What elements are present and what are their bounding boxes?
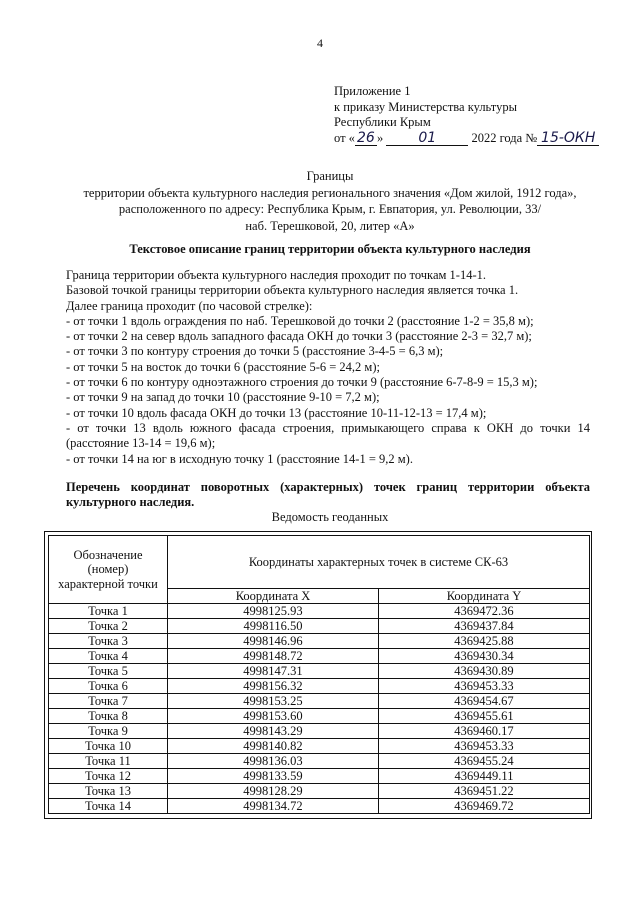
table-row bbox=[49, 649, 590, 664]
point-cell: Точка 11 bbox=[49, 754, 168, 769]
y-coordinate-cell: 4369460.17 bbox=[378, 724, 589, 739]
table-row bbox=[49, 739, 590, 754]
point-cell: Точка 12 bbox=[49, 769, 168, 784]
y-coordinate-cell: 4369449.11 bbox=[378, 769, 589, 784]
appendix-ministry-line: Республики Крым bbox=[334, 115, 431, 129]
point-cell: Точка 1 bbox=[49, 604, 168, 619]
table-caption: Ведомость геоданных bbox=[271, 510, 389, 524]
y-coordinate-cell: 4369425.88 bbox=[378, 634, 589, 649]
x-coordinate-cell: 4998153.25 bbox=[168, 694, 379, 709]
date-year: 2022 года № bbox=[471, 130, 538, 145]
description-line: - от точки 13 вдоль южного фасада строения, примыкающего справа к ОКН до точки 14 (расстояние 13-14 = 19,6 м); bbox=[66, 420, 590, 451]
title-line-2: территории объекта культурного наследия регионального значения «Дом жилой, 1912 года», bbox=[83, 185, 577, 200]
table-row bbox=[49, 724, 590, 739]
appendix-date-line bbox=[334, 131, 624, 147]
point-cell: Точка 7 bbox=[49, 694, 168, 709]
x-coordinate-cell: 4998146.96 bbox=[168, 634, 379, 649]
x-coordinate-cell: 4998148.72 bbox=[168, 649, 379, 664]
y-coordinate-cell: 4369455.61 bbox=[378, 709, 589, 724]
table-row bbox=[49, 679, 590, 694]
coordinates-group-header: Координаты характерных точек в системе СК-63 bbox=[168, 536, 590, 589]
x-coordinate-cell: 4998133.59 bbox=[168, 769, 379, 784]
x-coordinate-cell: 4998147.31 bbox=[168, 664, 379, 679]
y-coordinate-cell: 4369453.33 bbox=[378, 739, 589, 754]
description-line: - от точки 1 вдоль ограждения по наб. Терешковой до точки 2 (расстояние 1-2 = 35,8 м); bbox=[66, 313, 534, 328]
x-coordinate-cell: 4998136.03 bbox=[168, 754, 379, 769]
table-row bbox=[49, 709, 590, 724]
point-cell: Точка 13 bbox=[49, 784, 168, 799]
y-coordinate-cell: 4369472.36 bbox=[378, 604, 589, 619]
description-line: - от точки 3 по контуру строения до точки 5 (расстояние 3-4-5 = 6,3 м); bbox=[66, 344, 444, 359]
appendix-title: Приложение 1 bbox=[334, 84, 411, 98]
y-coordinate-cell: 4369455.24 bbox=[378, 754, 589, 769]
x-column-header: Координата X bbox=[168, 589, 379, 604]
y-coordinate-cell: 4369469.72 bbox=[378, 799, 589, 814]
title-line-3: расположенного по адресу: Республика Крым, г. Евпатория, ул. Революции, 33/ bbox=[118, 202, 542, 216]
y-column-header: Координата Y bbox=[378, 589, 589, 604]
point-header-line: характерной точки bbox=[58, 576, 158, 591]
x-coordinate-cell: 4998128.29 bbox=[168, 784, 379, 799]
point-cell: Точка 8 bbox=[49, 709, 168, 724]
x-coordinate-cell: 4998140.82 bbox=[168, 739, 379, 754]
date-prefix: от « bbox=[334, 130, 355, 145]
point-cell: Точка 3 bbox=[49, 634, 168, 649]
point-header-line: Обозначение bbox=[73, 547, 143, 562]
handwritten-day: 26 bbox=[355, 131, 377, 146]
appendix-block bbox=[334, 84, 624, 146]
geodata-table bbox=[48, 535, 590, 814]
point-cell: Точка 10 bbox=[49, 739, 168, 754]
y-coordinate-cell: 4369453.33 bbox=[378, 679, 589, 694]
table-row bbox=[49, 694, 590, 709]
x-coordinate-cell: 4998134.72 bbox=[168, 799, 379, 814]
y-coordinate-cell: 4369430.89 bbox=[378, 664, 589, 679]
description-line: - от точки 2 на север вдоль западного фасада ОКН до точки 3 (расстояние 2-3 = 32,7 м); bbox=[66, 329, 532, 344]
handwritten-month: 01 bbox=[386, 131, 468, 146]
description-line: - от точки 5 на восток до точки 6 (расстояние 5-6 = 24,2 м); bbox=[66, 359, 380, 374]
point-cell: Точка 9 bbox=[49, 724, 168, 739]
x-coordinate-cell: 4998156.32 bbox=[168, 679, 379, 694]
description-line: - от точки 9 на запад до точки 10 (расстояние 9-10 = 7,2 м); bbox=[66, 390, 380, 405]
y-coordinate-cell: 4369437.84 bbox=[378, 619, 589, 634]
page-number: 4 bbox=[317, 36, 323, 50]
description-line: Базовой точкой границы территории объекта культурного наследия является точка 1. bbox=[66, 283, 519, 298]
appendix-order-line: к приказу Министерства культуры bbox=[334, 99, 517, 114]
point-cell: Точка 2 bbox=[49, 619, 168, 634]
title-line-4: наб. Терешковой, 20, литер «А» bbox=[245, 218, 415, 233]
y-coordinate-cell: 4369454.67 bbox=[378, 694, 589, 709]
table-row bbox=[49, 664, 590, 679]
document-title bbox=[40, 168, 620, 234]
table-row bbox=[49, 634, 590, 649]
table-row bbox=[49, 754, 590, 769]
handwritten-order-number: 15-ОКН bbox=[537, 131, 599, 146]
date-mid: » bbox=[376, 130, 384, 145]
table-row bbox=[49, 769, 590, 784]
point-cell: Точка 14 bbox=[49, 799, 168, 814]
table-row bbox=[49, 799, 590, 814]
coordinates-list-heading: Перечень координат поворотных (характерных) точек границ территории объекта культурного наследия. bbox=[66, 480, 590, 509]
description-line: Граница территории объекта культурного наследия проходит по точкам 1-14-1. bbox=[66, 268, 486, 282]
title-line-1: Границы bbox=[306, 169, 354, 183]
point-cell: Точка 6 bbox=[49, 679, 168, 694]
point-cell: Точка 4 bbox=[49, 649, 168, 664]
geodata-table-body bbox=[49, 604, 590, 814]
x-coordinate-cell: 4998116.50 bbox=[168, 619, 379, 634]
point-column-header bbox=[49, 536, 168, 604]
point-cell: Точка 5 bbox=[49, 664, 168, 679]
x-coordinate-cell: 4998143.29 bbox=[168, 724, 379, 739]
point-header-line: (номер) bbox=[87, 562, 129, 577]
description-line: - от точки 6 по контуру одноэтажного строения до точки 9 (расстояние 6-7-8-9 = 15,3 м); bbox=[66, 375, 538, 390]
table-row bbox=[49, 604, 590, 619]
description-line: - от точки 14 на юг в исходную точку 1 (расстояние 14-1 = 9,2 м). bbox=[66, 451, 413, 466]
table-row bbox=[49, 784, 590, 799]
y-coordinate-cell: 4369451.22 bbox=[378, 784, 589, 799]
description-line: - от точки 10 вдоль фасада ОКН до точки 13 (расстояние 10-11-12-13 = 17,4 м); bbox=[66, 405, 487, 420]
y-coordinate-cell: 4369430.34 bbox=[378, 649, 589, 664]
section-heading: Текстовое описание границ территории объекта культурного наследия bbox=[129, 242, 531, 256]
x-coordinate-cell: 4998153.60 bbox=[168, 709, 379, 724]
boundary-description bbox=[66, 268, 590, 467]
table-row bbox=[49, 619, 590, 634]
x-coordinate-cell: 4998125.93 bbox=[168, 604, 379, 619]
description-line: Далее граница проходит (по часовой стрелке): bbox=[66, 298, 313, 313]
